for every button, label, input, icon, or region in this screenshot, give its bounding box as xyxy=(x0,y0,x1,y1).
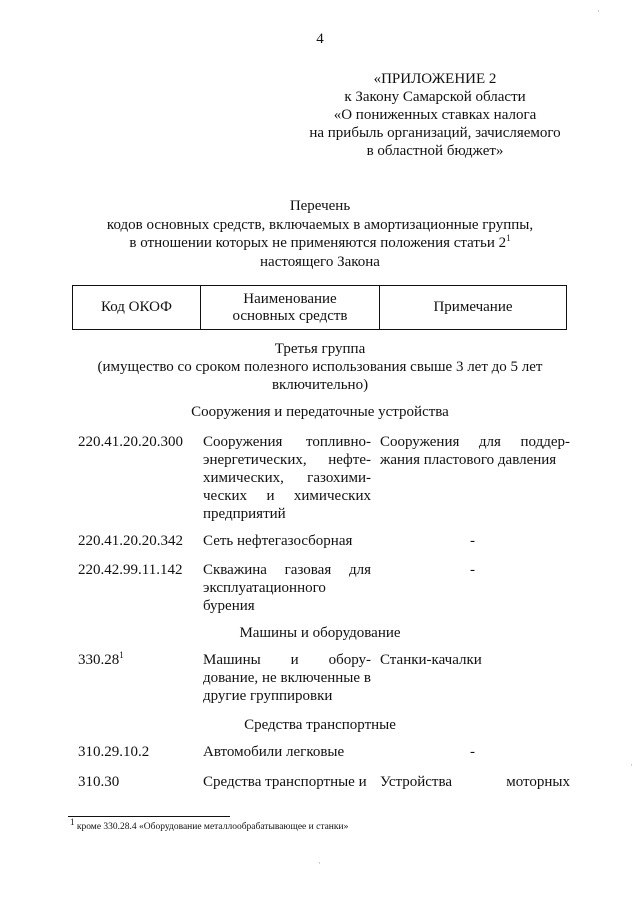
header-code: Код ОКОФ xyxy=(100,299,173,315)
scan-speck: · xyxy=(597,6,600,16)
appendix-header xyxy=(300,70,570,160)
section-title: Машины и оборудование xyxy=(239,625,401,641)
okof-code: 310.29.10.2 xyxy=(78,744,150,760)
list-title-line: Перечень xyxy=(289,198,351,214)
asset-note: - xyxy=(470,744,475,760)
asset-note: - xyxy=(470,533,475,549)
asset-name: Автомобили легковые xyxy=(203,744,345,760)
appendix-line: «ПРИЛОЖЕНИЕ 2 xyxy=(373,71,497,87)
footnote xyxy=(70,817,349,833)
header-name: Наименование основных средств xyxy=(200,286,379,329)
list-title-line xyxy=(60,234,580,253)
list-title-text: в отношении которых не применяются положения статьи 2 xyxy=(129,235,507,251)
page-number: 4 xyxy=(316,31,324,47)
header-note: Примечание xyxy=(379,286,566,329)
superscript: 1 xyxy=(506,233,511,243)
okof-code: 310.30 xyxy=(78,774,120,790)
appendix-line: к Закону Самарской области xyxy=(344,89,526,105)
asset-note: Устройства моторных xyxy=(380,774,570,790)
list-title-line: настоящего Закона xyxy=(260,253,380,270)
asset-name: Машины и обору-дование, не включенные в другие группировки xyxy=(203,652,371,704)
asset-note: Сооружения для поддер-жания пластового давления xyxy=(380,434,570,468)
footnote-marker: 1 xyxy=(70,817,75,827)
group-subtitle: (имущество со сроком полезного использования свыше 3 лет до 5 лет xyxy=(97,359,543,375)
appendix-line: «О пониженных ставках налога xyxy=(333,107,537,123)
table-header xyxy=(72,285,567,330)
scan-speck: · xyxy=(630,760,633,770)
list-title xyxy=(60,197,580,271)
asset-note: Станки-качалки xyxy=(380,652,482,668)
section-title: Средства транспортные xyxy=(244,717,396,733)
okof-code: 220.41.20.20.300 xyxy=(78,434,183,450)
appendix-line: в областной бюджет» xyxy=(366,143,504,159)
section-title: Сооружения и передаточные устройства xyxy=(191,404,449,420)
appendix-line: на прибыль организаций, зачисляемого xyxy=(309,125,561,141)
okof-code xyxy=(78,651,124,669)
footnote-text: кроме 330.28.4 «Оборудование металлообрабатывающее и станки» xyxy=(74,822,349,833)
asset-note: - xyxy=(470,562,475,578)
asset-name: Скважина газовая для эксплуатационного бурения xyxy=(203,562,371,614)
okof-code: 220.42.99.11.142 xyxy=(78,562,183,578)
asset-name: Сеть нефтегазосборная xyxy=(203,533,353,549)
asset-name: Средства транспортные и xyxy=(203,774,367,790)
asset-name: Сооружения топливно-энергетических, нефте-химических, газохими-ческих и химических предприятий xyxy=(203,434,371,522)
group-subtitle: включительно) xyxy=(271,377,369,393)
footnote-divider xyxy=(68,816,230,817)
okof-code: 220.41.20.20.342 xyxy=(78,533,183,549)
list-title-line: кодов основных средств, включаемых в амортизационные группы, xyxy=(106,216,534,233)
group-title: Третья группа xyxy=(274,341,366,357)
superscript: 1 xyxy=(119,650,124,660)
scan-speck: · xyxy=(318,858,321,868)
okof-code-text: 330.28 xyxy=(78,652,120,668)
